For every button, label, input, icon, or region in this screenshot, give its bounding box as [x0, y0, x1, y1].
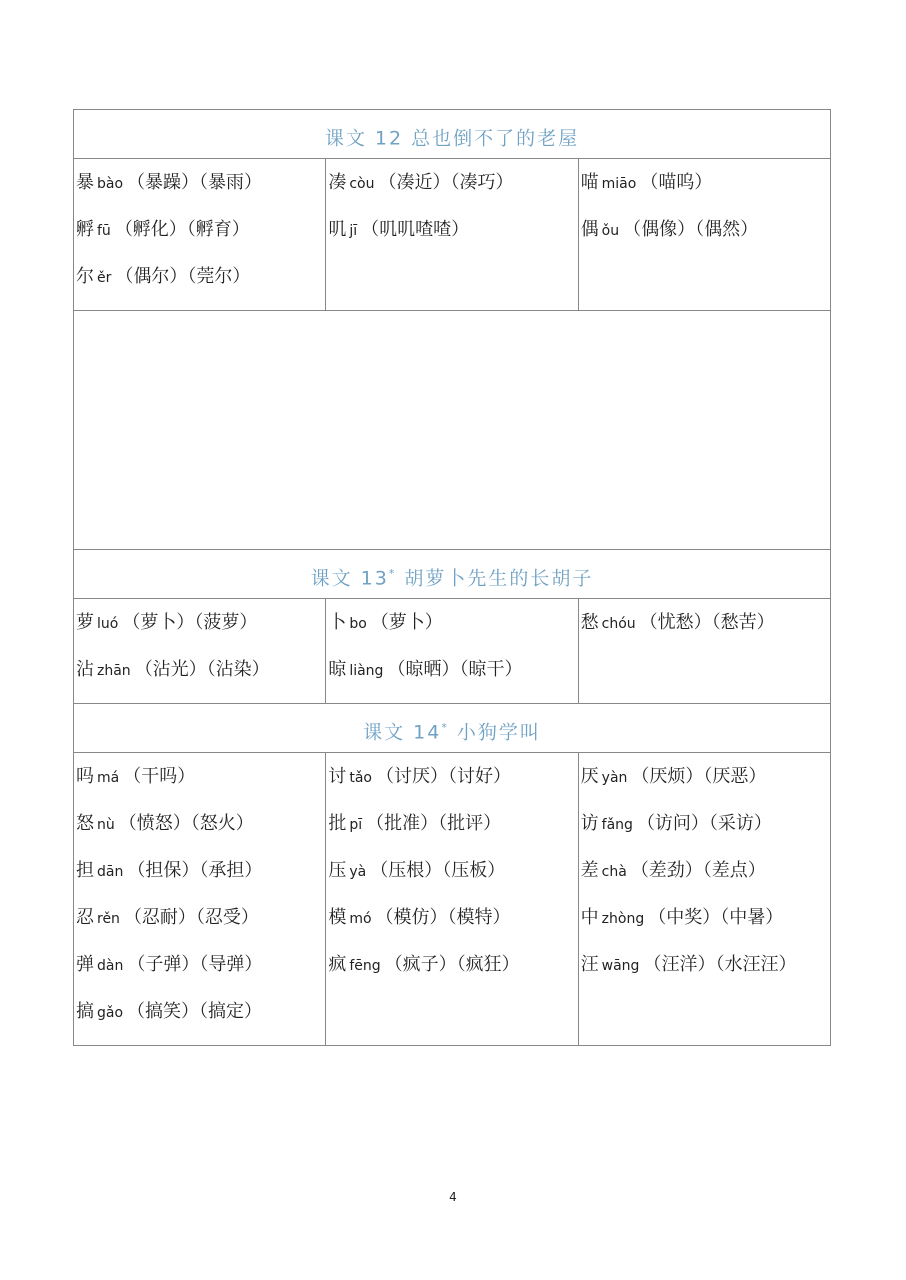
example-words: （偶尔）（莞尔）: [115, 266, 251, 287]
pinyin: zhān: [97, 663, 131, 679]
example-words: （汪洋）（水汪汪）: [643, 954, 797, 975]
vocab-entry: [326, 810, 577, 857]
vocab-entry: [579, 763, 830, 810]
example-words: （沾光）（沾染）: [134, 659, 270, 680]
vocab-entry: [326, 857, 577, 904]
example-words: （忧愁）（愁苦）: [639, 612, 775, 633]
example-words: （讨厌）（讨好）: [375, 766, 511, 787]
pinyin: rěn: [97, 911, 120, 927]
character: 压: [328, 860, 347, 881]
lesson-section: [74, 110, 830, 310]
pinyin: jī: [349, 223, 358, 239]
vocab-entry: [326, 609, 577, 656]
page-number: 4: [449, 1190, 457, 1204]
vocab-entry: [579, 169, 830, 216]
pinyin: liàng: [349, 663, 384, 679]
example-words: （萝卜）（菠萝）: [122, 612, 258, 633]
pinyin: chà: [601, 864, 627, 880]
pinyin: mó: [349, 911, 372, 927]
example-words: （压根）（压板）: [370, 860, 506, 881]
pinyin: gǎo: [97, 1005, 124, 1021]
vocab-column: [74, 753, 326, 1045]
character: 担: [76, 860, 94, 881]
example-words: （子弹）（导弹）: [127, 954, 263, 975]
character: 叽: [328, 219, 347, 240]
vocab-entry: [326, 763, 577, 810]
character: 吗: [76, 766, 94, 787]
vocab-column: [74, 599, 326, 703]
character: 暴: [76, 172, 94, 193]
lesson-section: [74, 703, 830, 1045]
lesson-title: [74, 704, 830, 753]
lesson-number: 课文 13: [310, 567, 389, 590]
example-words: （凑近）（凑巧）: [378, 172, 514, 193]
vocab-entry: [74, 857, 325, 904]
character: 搞: [76, 1001, 94, 1022]
pinyin: bào: [97, 176, 124, 192]
pinyin: fū: [97, 223, 111, 239]
vocab-column: [74, 159, 326, 310]
vocab-entry: [579, 810, 830, 857]
lesson-title: [74, 110, 830, 159]
vocab-column: [326, 159, 578, 310]
example-words: （喵呜）: [640, 172, 713, 193]
lesson-section: [74, 550, 830, 703]
vocab-row: [74, 599, 830, 703]
pinyin: yà: [349, 864, 367, 880]
example-words: （偶像）（偶然）: [623, 219, 759, 240]
pinyin: wāng: [601, 958, 640, 974]
pinyin: fǎng: [601, 817, 633, 833]
vocab-column: [579, 599, 830, 703]
character: 尔: [76, 266, 94, 287]
vocab-entry: [74, 763, 325, 810]
pinyin: luó: [97, 616, 119, 632]
vocab-entry: [326, 951, 577, 998]
character: 忍: [76, 907, 94, 928]
example-words: （孵化）（孵育）: [114, 219, 250, 240]
example-words: （晾晒）（晾干）: [387, 659, 523, 680]
character: 讨: [328, 766, 347, 787]
pinyin: fēng: [349, 958, 381, 974]
optional-star: *: [388, 567, 397, 580]
vocab-row: [74, 753, 830, 1045]
pinyin: chóu: [601, 616, 636, 632]
character: 怒: [76, 813, 94, 834]
vocab-entry: [326, 904, 577, 951]
example-words: （叽叽喳喳）: [361, 219, 470, 240]
optional-star: *: [441, 721, 449, 734]
character: 弹: [76, 954, 94, 975]
vocab-column: [579, 159, 830, 310]
example-words: （搞笑）（搞定）: [127, 1001, 263, 1022]
character: 汪: [580, 954, 599, 975]
character: 中: [580, 907, 599, 928]
vocab-column: [326, 599, 578, 703]
character: 沾: [76, 659, 94, 680]
blank-area: [74, 310, 830, 550]
lesson-number: 课文 14: [363, 721, 442, 744]
lesson-number: 课文 12: [324, 127, 404, 150]
character: 疯: [328, 954, 347, 975]
character: 卜: [328, 612, 347, 633]
example-words: （访问）（采访）: [636, 813, 772, 834]
vocab-entry: [326, 216, 577, 263]
vocab-entry: [74, 169, 325, 216]
vocab-entry: [326, 656, 577, 703]
lesson-name: 小狗学叫: [456, 721, 541, 744]
character: 批: [328, 813, 347, 834]
pinyin: dān: [97, 864, 124, 880]
vocab-entry: [74, 904, 325, 951]
pinyin: má: [97, 770, 120, 786]
pinyin: bo: [349, 616, 367, 632]
character: 喵: [580, 172, 599, 193]
character: 访: [580, 813, 599, 834]
vocab-entry: [74, 656, 325, 703]
pinyin: ǒu: [601, 223, 620, 239]
vocab-entry: [326, 169, 577, 216]
lesson-name: 胡萝卜先生的长胡子: [404, 567, 594, 590]
character: 晾: [328, 659, 347, 680]
character: 厌: [580, 766, 599, 787]
character: 萝: [76, 612, 94, 633]
pinyin: ěr: [97, 270, 112, 286]
example-words: （暴躁）（暴雨）: [127, 172, 263, 193]
vocab-entry: [74, 609, 325, 656]
example-words: （干吗）: [123, 766, 196, 787]
vocab-column: [579, 753, 830, 1045]
vocab-entry: [74, 263, 325, 310]
character: 凑: [328, 172, 347, 193]
pinyin: còu: [349, 176, 375, 192]
vocab-table: [73, 109, 831, 1046]
pinyin: tǎo: [349, 770, 372, 786]
example-words: （厌烦）（厌恶）: [631, 766, 767, 787]
example-words: （萝卜）: [370, 612, 443, 633]
vocab-entry: [579, 951, 830, 998]
example-words: （中奖）（中暑）: [648, 907, 784, 928]
vocab-entry: [579, 857, 830, 904]
character: 偶: [580, 219, 599, 240]
lesson-name: 总也倒不了的老屋: [411, 127, 580, 150]
example-words: （忍耐）（忍受）: [123, 907, 259, 928]
lesson-title: [74, 550, 830, 599]
vocab-entry: [579, 904, 830, 951]
character: 愁: [580, 612, 599, 633]
pinyin: zhòng: [601, 911, 645, 927]
character: 模: [328, 907, 347, 928]
pinyin: yàn: [601, 770, 628, 786]
vocab-entry: [579, 216, 830, 263]
vocab-entry: [579, 609, 830, 656]
vocab-entry: [74, 216, 325, 263]
vocab-column: [326, 753, 578, 1045]
vocab-row: [74, 159, 830, 310]
pinyin: nù: [97, 817, 115, 833]
vocab-entry: [74, 810, 325, 857]
example-words: （疯子）（疯狂）: [384, 954, 520, 975]
example-words: （模仿）（模特）: [375, 907, 511, 928]
pinyin: miāo: [601, 176, 637, 192]
pinyin: dàn: [97, 958, 124, 974]
example-words: （愤怒）（怒火）: [118, 813, 254, 834]
pinyin: pī: [349, 817, 363, 833]
vocab-entry: [74, 998, 325, 1045]
example-words: （批准）（批评）: [366, 813, 502, 834]
example-words: （担保）（承担）: [127, 860, 263, 881]
example-words: （差劲）（差点）: [630, 860, 766, 881]
character: 孵: [76, 219, 94, 240]
vocab-entry: [74, 951, 325, 998]
character: 差: [580, 860, 599, 881]
